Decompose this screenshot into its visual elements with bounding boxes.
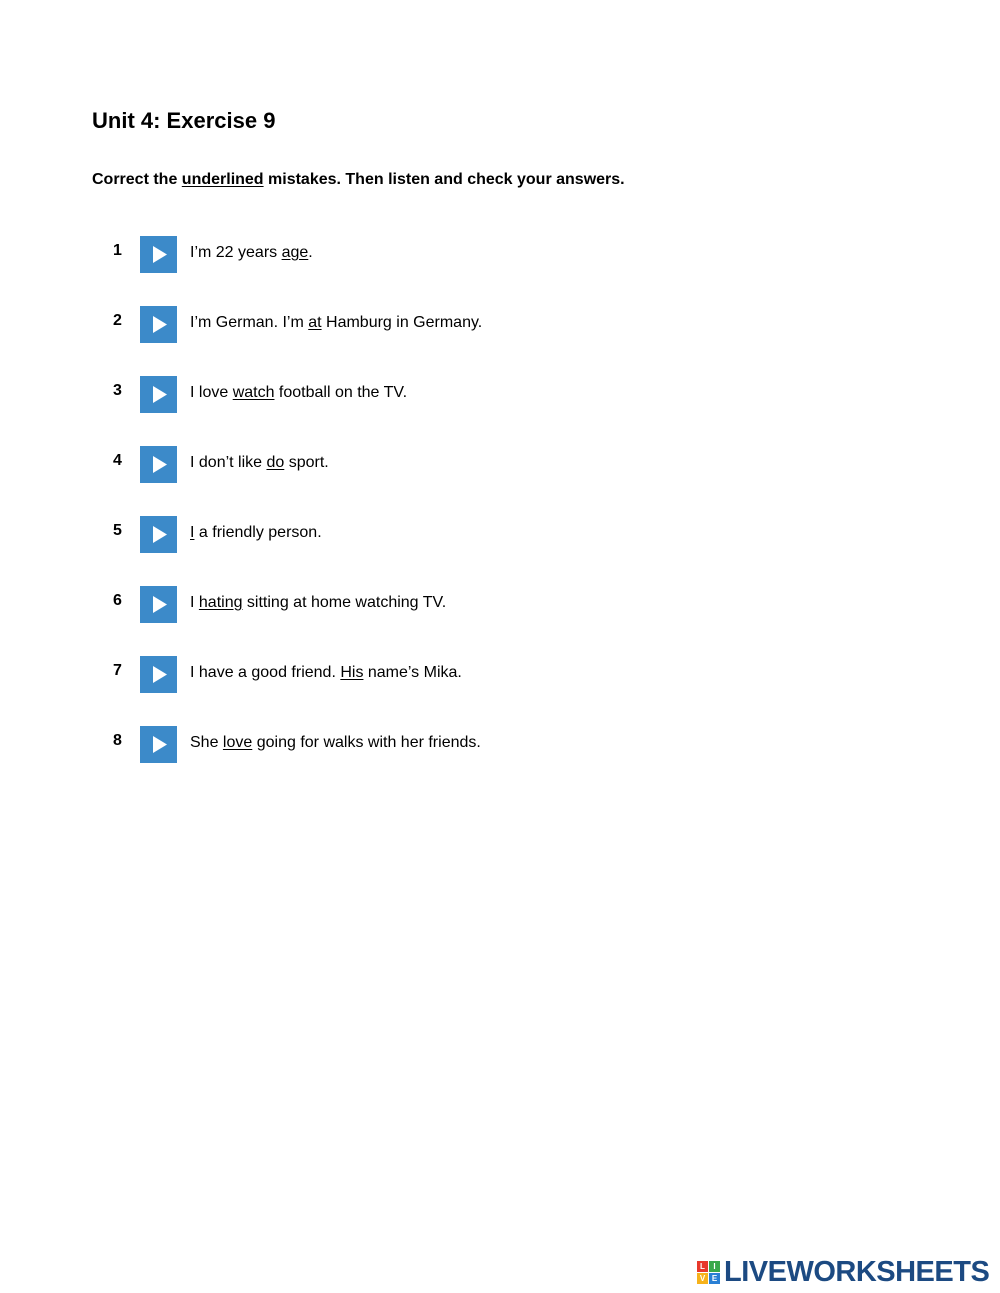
sentence-after: name’s Mika.	[363, 664, 462, 681]
sentence-after: Hamburg in Germany.	[321, 314, 483, 331]
item-sentence	[190, 524, 322, 542]
item-number: 3	[113, 382, 122, 399]
play-audio-button[interactable]	[140, 726, 177, 763]
play-audio-button[interactable]	[140, 376, 177, 413]
exercise-item	[0, 236, 1000, 276]
sentence-before: I	[190, 594, 199, 611]
instructions-after: mistakes. Then listen and check your answers.	[263, 171, 625, 188]
liveworksheets-logo	[697, 1257, 989, 1287]
sentence-before: I don’t like	[190, 454, 267, 471]
play-audio-button[interactable]	[140, 586, 177, 623]
play-icon	[140, 376, 177, 413]
sentence-before: I love	[190, 384, 233, 401]
item-number: 2	[113, 312, 122, 329]
exercise-item	[0, 726, 1000, 766]
item-number: 4	[113, 452, 122, 469]
sentence-before: I’m German. I’m	[190, 314, 309, 331]
logo-cube: E	[709, 1273, 720, 1284]
underlined-mistake: at	[308, 314, 322, 331]
underlined-mistake: love	[222, 734, 253, 751]
sentence-after: going for walks with her friends.	[252, 734, 481, 751]
underlined-mistake: do	[266, 454, 285, 471]
exercise-item	[0, 516, 1000, 556]
sentence-before: I’m 22 years	[190, 244, 282, 261]
underlined-mistake: hating	[198, 594, 243, 611]
play-icon	[140, 516, 177, 553]
item-sentence	[190, 244, 313, 262]
logo-cube: L	[697, 1261, 708, 1272]
item-number: 1	[113, 242, 122, 259]
logo-cubes-icon	[697, 1261, 720, 1284]
play-icon	[140, 586, 177, 623]
underlined-mistake: His	[340, 664, 364, 681]
item-number: 7	[113, 662, 122, 679]
play-icon	[140, 446, 177, 483]
underlined-mistake: watch	[232, 384, 275, 401]
exercise-item	[0, 656, 1000, 696]
sentence-before: I have a good friend.	[190, 664, 341, 681]
play-audio-button[interactable]	[140, 656, 177, 693]
logo-cube: V	[697, 1273, 708, 1284]
sentence-after: sitting at home watching TV.	[242, 594, 447, 611]
item-sentence	[190, 664, 462, 682]
instructions-underlined: underlined	[181, 171, 264, 188]
play-audio-button[interactable]	[140, 516, 177, 553]
instructions-before: Correct the	[92, 171, 182, 188]
logo-text: LIVEWORKSHEETS	[724, 1255, 990, 1288]
item-number: 8	[113, 732, 122, 749]
play-audio-button[interactable]	[140, 306, 177, 343]
exercise-item	[0, 376, 1000, 416]
page-title: Unit 4: Exercise 9	[92, 108, 276, 133]
exercise-item	[0, 586, 1000, 626]
instructions	[92, 171, 625, 189]
exercise-item	[0, 446, 1000, 486]
item-sentence	[190, 594, 446, 612]
item-number: 6	[113, 592, 122, 609]
sentence-after: football on the TV.	[274, 384, 408, 401]
item-sentence	[190, 734, 481, 752]
sentence-after: a friendly person.	[194, 524, 322, 541]
play-icon	[140, 656, 177, 693]
item-sentence	[190, 314, 482, 332]
item-number: 5	[113, 522, 122, 539]
item-sentence	[190, 454, 329, 472]
exercise-item	[0, 306, 1000, 346]
play-audio-button[interactable]	[140, 236, 177, 273]
item-sentence	[190, 384, 407, 402]
play-icon	[140, 726, 177, 763]
play-icon	[140, 236, 177, 273]
play-audio-button[interactable]	[140, 446, 177, 483]
sentence-after: .	[308, 244, 313, 261]
sentence-after: sport.	[284, 454, 329, 471]
logo-cube: I	[709, 1261, 720, 1272]
sentence-before: She	[190, 734, 223, 751]
underlined-mistake: I	[190, 524, 195, 541]
play-icon	[140, 306, 177, 343]
underlined-mistake: age	[281, 244, 309, 261]
